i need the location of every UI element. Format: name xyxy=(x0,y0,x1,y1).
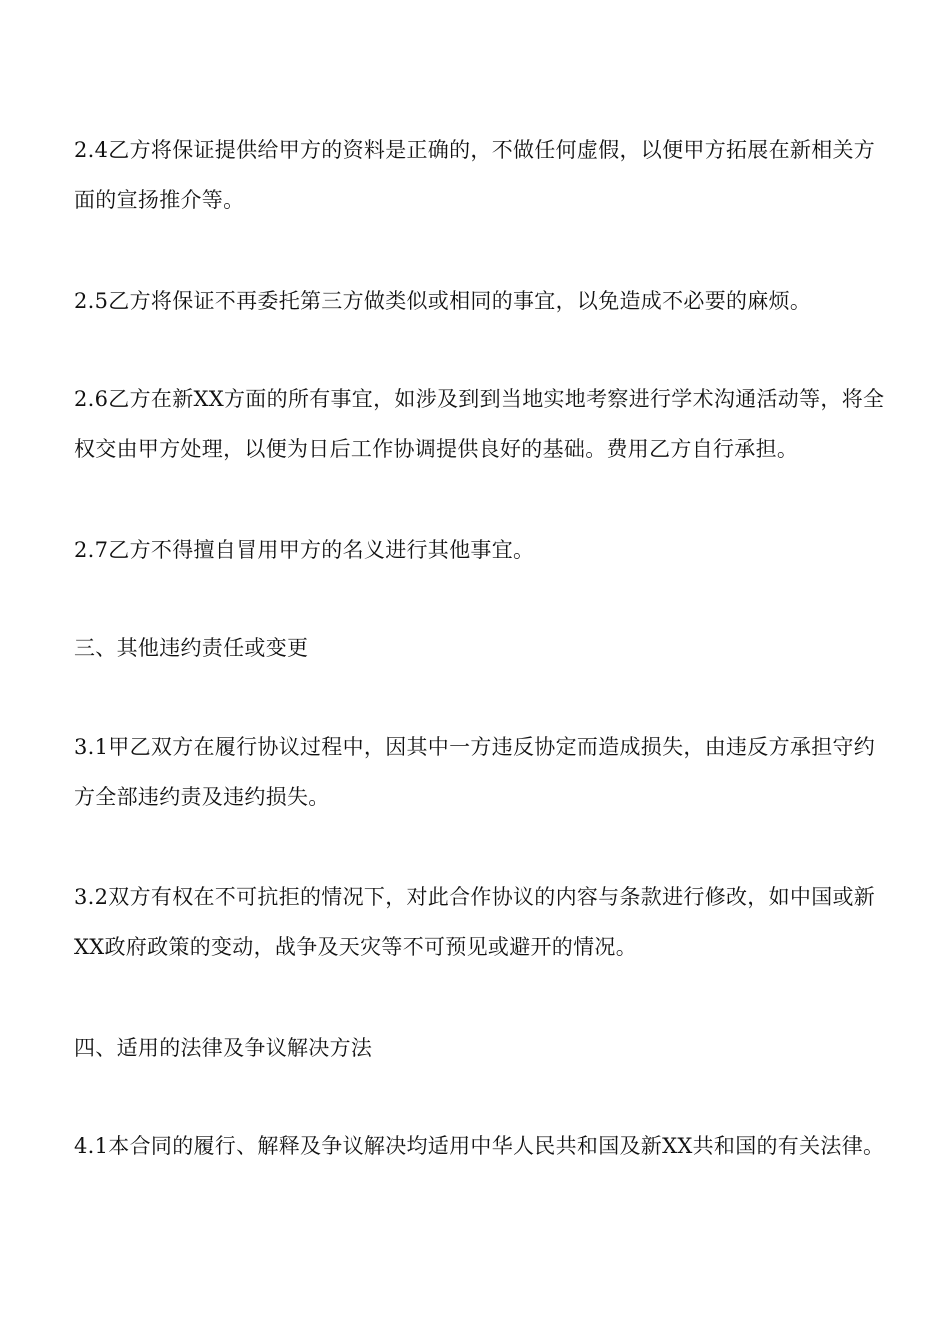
clause-2-5: 2.5乙方将保证不再委托第三方做类似或相同的事宜，以免造成不必要的麻烦。 xyxy=(74,289,812,313)
clause-2-4: 2.4乙方将保证提供给甲方的资料是正确的，不做任何虚假，以便甲方拓展在新相关方面的宣扬推介等。 xyxy=(74,138,876,212)
clause-4-1: 4.1本合同的履行、解释及争议解决均适用中华人民共和国及新XX共和国的有关法律。 xyxy=(74,1134,885,1158)
clause-3-2: 3.2双方有权在不可抗拒的情况下，对此合作协议的内容与条款进行修改，如中国或新XX政府政策的变动，战争及天灾等不可预见或避开的情况。 xyxy=(74,885,876,959)
clause-3-1: 3.1甲乙双方在履行协议过程中，因其中一方违反协定而造成损失，由违反方承担守约方全部违约责及违约损失。 xyxy=(74,735,876,809)
section-heading-4: 四、适用的法律及争议解决方法 xyxy=(74,1036,373,1060)
clause-2-7: 2.7乙方不得擅自冒用甲方的名义进行其他事宜。 xyxy=(74,538,535,562)
clause-2-6: 2.6乙方在新XX方面的所有事宜，如涉及到到当地实地考察进行学术沟通活动等，将全权交由甲方处理，以便为日后工作协调提供良好的基础。费用乙方自行承担。 xyxy=(74,387,885,461)
section-heading-3: 三、其他违约责任或变更 xyxy=(74,636,309,660)
